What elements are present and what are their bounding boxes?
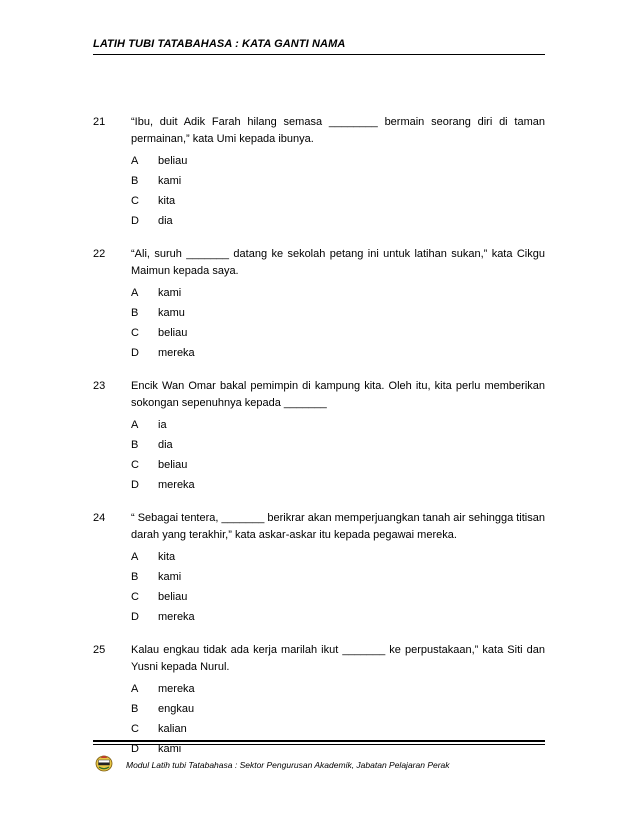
option-letter: D — [131, 611, 139, 623]
page-header — [93, 38, 545, 55]
state-crest-icon — [95, 754, 113, 772]
option-c — [131, 191, 545, 211]
option-letter: C — [131, 591, 139, 603]
option-letter: B — [131, 439, 139, 451]
option-c — [131, 455, 545, 475]
option-letter: C — [131, 195, 139, 207]
page-footer — [93, 752, 545, 776]
option-text: kita — [158, 551, 176, 563]
question-23 — [93, 378, 545, 495]
question-number: 24 — [93, 512, 106, 524]
option-a — [131, 415, 545, 435]
option-a — [131, 283, 545, 303]
question-21 — [93, 114, 545, 231]
option-letter: A — [131, 551, 139, 563]
option-letter: C — [131, 459, 139, 471]
question-22 — [93, 246, 545, 363]
option-text: mereka — [158, 611, 195, 623]
option-text: beliau — [158, 155, 188, 167]
option-a — [131, 679, 545, 699]
option-letter: D — [131, 743, 139, 755]
header-title: LATIH TUBI TATABAHASA : KATA GANTI NAMA — [93, 38, 346, 50]
question-text: “Ali, suruh _______ datang ke sekolah petang ini untuk latihan sukan,” kata Cikgu Maimun kepada saya. — [131, 248, 545, 277]
option-c — [131, 587, 545, 607]
option-text: mereka — [158, 683, 195, 695]
option-a — [131, 547, 545, 567]
option-b — [131, 435, 545, 455]
option-a — [131, 151, 545, 171]
option-letter: B — [131, 703, 139, 715]
option-text: kami — [158, 571, 182, 583]
option-text: ia — [158, 419, 167, 431]
option-letter: C — [131, 327, 139, 339]
option-b — [131, 699, 545, 719]
option-c — [131, 719, 545, 739]
footer-rule — [93, 740, 545, 745]
option-d — [131, 475, 545, 495]
option-d — [131, 343, 545, 363]
footer-text: Modul Latih tubi Tatabahasa : Sektor Pengurusan Akademik, Jabatan Pelajaran Perak — [126, 760, 450, 770]
option-letter: A — [131, 287, 139, 299]
option-d — [131, 211, 545, 231]
option-text: beliau — [158, 591, 188, 603]
question-text: Kalau engkau tidak ada kerja marilah ikut _______ ke perpustakaan,” kata Siti dan Yusni kepada Nurul. — [131, 644, 545, 673]
option-letter: A — [131, 419, 139, 431]
option-b — [131, 171, 545, 191]
question-text: Encik Wan Omar bakal pemimpin di kampung kita. Oleh itu, kita perlu memberikan sokongan sepenuhnya kepada _______ — [131, 380, 545, 409]
option-letter: C — [131, 723, 139, 735]
option-letter: B — [131, 175, 139, 187]
footer-rule-thick — [93, 740, 545, 742]
option-text: kami — [158, 287, 182, 299]
option-letter: D — [131, 215, 139, 227]
option-letter: A — [131, 683, 139, 695]
option-text: mereka — [158, 479, 195, 491]
question-list — [93, 114, 545, 774]
option-b — [131, 567, 545, 587]
option-text: kamu — [158, 307, 185, 319]
header-rule — [93, 54, 545, 55]
option-letter: D — [131, 347, 139, 359]
option-b — [131, 303, 545, 323]
question-24 — [93, 510, 545, 627]
option-text: kami — [158, 175, 182, 187]
option-letter: B — [131, 307, 139, 319]
question-number: 22 — [93, 248, 106, 260]
question-number: 21 — [93, 116, 106, 128]
option-text: kita — [158, 195, 176, 207]
option-text: beliau — [158, 327, 188, 339]
option-text: dia — [158, 439, 173, 451]
question-number: 23 — [93, 380, 106, 392]
option-text: beliau — [158, 459, 188, 471]
question-number: 25 — [93, 644, 106, 656]
question-text: “ Sebagai tentera, _______ berikrar akan memperjuangkan tanah air sehingga titisan darah yang terakhir,” kata askar-askar itu kepada pegawai mereka. — [131, 512, 545, 541]
option-d — [131, 607, 545, 627]
option-text: kalian — [158, 723, 187, 735]
question-text: “Ibu, duit Adik Farah hilang semasa ________ bermain seorang diri di taman permainan,” kata Umi kepada ibunya. — [131, 116, 545, 145]
option-letter: A — [131, 155, 139, 167]
option-text: kami — [158, 743, 182, 755]
option-letter: D — [131, 479, 139, 491]
option-c — [131, 323, 545, 343]
footer-rule-thin — [93, 744, 545, 745]
option-text: dia — [158, 215, 173, 227]
option-text: mereka — [158, 347, 195, 359]
option-letter: B — [131, 571, 139, 583]
option-text: engkau — [158, 703, 195, 715]
